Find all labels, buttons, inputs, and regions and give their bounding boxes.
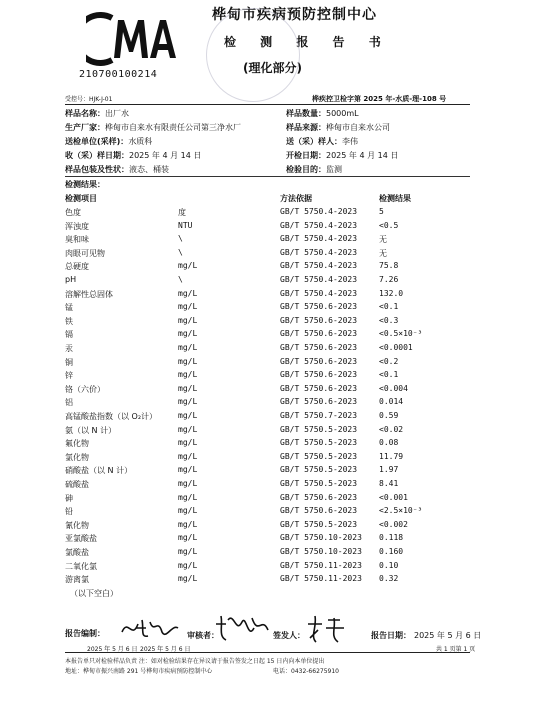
table-row: [65, 221, 470, 235]
row-result: 无: [379, 235, 387, 245]
row-method: GB/T 5750.6-2023: [280, 343, 358, 352]
footer-address: 地址：桦甸市振兴南路 291 号桦甸市疾病预防控制中心: [65, 668, 213, 675]
author-label: 报告编制：: [65, 629, 105, 638]
row-result: <0.002: [379, 519, 408, 529]
test-date: 2025 年 4 月 14 日: [326, 151, 399, 160]
row-result: 1.97: [379, 465, 399, 475]
reviewer-date: 2025 年 5 月 6 日: [140, 646, 191, 653]
row-result: 0.014: [379, 397, 404, 407]
row-result: 0.08: [379, 438, 399, 448]
table-row: [65, 561, 470, 575]
row-unit: mg/L: [178, 574, 198, 584]
row-unit: mg/L: [178, 261, 198, 271]
row-item: 亚氯酸盐: [65, 534, 97, 544]
source-label: 样品来源：: [286, 123, 326, 132]
row-item: 锌: [65, 371, 73, 381]
sample-name: 出厂水: [105, 109, 129, 118]
reviewer-signature: [212, 610, 272, 644]
row-result: 0.59: [379, 411, 399, 420]
row-result: 75.8: [379, 261, 399, 271]
purpose: 监测: [326, 165, 342, 174]
row-item: 氰化物: [65, 520, 89, 530]
table-row: [65, 411, 470, 425]
row-item: 铬（六价）: [65, 384, 105, 394]
row-result: 0.10: [379, 560, 399, 570]
row-unit: mg/L: [178, 519, 198, 529]
report-title: 检 测 报 告 书: [224, 35, 391, 49]
row-item: 氯酸盐: [65, 548, 89, 557]
row-item: 汞: [65, 344, 73, 353]
row-item: 铅: [65, 507, 73, 517]
row-result: 0.160: [379, 547, 404, 556]
results-title: 检测结果：: [65, 180, 105, 189]
header-item: 检测项目: [65, 194, 97, 203]
row-unit: \: [178, 247, 183, 257]
row-unit: mg/L: [178, 438, 198, 448]
row-item: 锰: [65, 303, 73, 313]
row-item: 游离氯: [65, 575, 89, 585]
row-result: <0.2: [379, 356, 399, 366]
row-unit: mg/L: [178, 492, 198, 502]
row-result: 132.0: [379, 288, 404, 298]
row-unit: mg/L: [178, 533, 198, 543]
form-code: 受控号：HJK-J-01: [65, 96, 113, 103]
table-row: [65, 234, 470, 248]
purpose-label: 检验目的：: [286, 165, 326, 174]
row-unit: \: [178, 234, 183, 244]
row-result: 0.118: [379, 533, 404, 543]
row-result: 无: [379, 248, 387, 258]
row-unit: mg/L: [178, 315, 198, 325]
row-unit: mg/L: [178, 383, 198, 393]
submit-unit: 水质科: [128, 137, 153, 146]
page-info: 共 1 页第 1 页: [436, 646, 476, 653]
row-method: GB/T 5750.6-2023: [280, 315, 358, 325]
row-item: 镉: [65, 330, 73, 340]
table-row: [65, 275, 470, 289]
submit-unit-label: 送检单位(采样)：: [65, 137, 129, 146]
row-item: 肉眼可见物: [65, 248, 105, 258]
row-method: GB/T 5750.4-2023: [280, 234, 358, 244]
row-item: 铝: [65, 398, 73, 408]
receive-date: 2025 年 4 月 14 日: [129, 151, 202, 160]
table-row: [65, 533, 470, 547]
row-item: 色度: [65, 208, 81, 217]
row-unit: mg/L: [178, 424, 198, 434]
row-result: <0.02: [379, 424, 404, 434]
producer-label: 生产厂家：: [65, 123, 105, 132]
row-unit: mg/L: [178, 343, 198, 352]
table-row: [65, 384, 470, 398]
header-method: 方法依据: [280, 194, 312, 203]
sample-qty: 5000mL: [326, 109, 359, 118]
table-row: [65, 452, 470, 466]
table-row: [65, 397, 470, 411]
results-header-row: [65, 193, 470, 207]
row-item: 高锰酸盐指数（以 O₂计）: [65, 412, 158, 421]
row-method: GB/T 5750.5-2023: [280, 479, 358, 488]
author-date: 2025 年 5 月 6 日: [87, 646, 138, 653]
table-row: [65, 520, 470, 534]
row-method: GB/T 5750.10-2023: [280, 533, 362, 543]
row-item: 氟化物: [65, 439, 89, 449]
table-row: [65, 316, 470, 330]
issuer-signature: [304, 614, 350, 644]
row-unit: mg/L: [178, 302, 198, 312]
report-date: 2025 年 5 月 6 日: [414, 631, 482, 640]
row-item: 氨（以 N 计）: [65, 425, 117, 435]
row-result: <2.5×10⁻³: [379, 506, 423, 516]
footer-note: 本报告单只对检验样品负责 注：如对检验结果存在异议请于报告签发之日起 15 日内向本单位提出: [65, 658, 325, 665]
submitter: 李伟: [342, 137, 358, 146]
row-item: 硝酸盐（以 N 计）: [65, 466, 133, 476]
row-item: 砷: [65, 493, 73, 503]
table-row: [65, 343, 470, 357]
row-method: GB/T 5750.11-2023: [280, 560, 362, 570]
row-item: 二氧化氯: [65, 561, 97, 571]
row-result: 0.32: [379, 574, 399, 584]
row-result: <0.004: [379, 383, 408, 393]
row-method: GB/T 5750.6-2023: [280, 329, 358, 339]
table-row: [65, 302, 470, 316]
row-method: GB/T 5750.4-2023: [280, 247, 358, 257]
table-row: [65, 493, 470, 507]
table-row: [65, 329, 470, 343]
source: 桦甸市自来水公司: [326, 123, 390, 132]
row-item: 铁: [65, 316, 73, 326]
row-unit: mg/L: [178, 451, 198, 461]
table-row: [65, 248, 470, 262]
end-note: （以下空白）: [70, 588, 118, 598]
row-result: <0.0001: [379, 343, 413, 352]
table-row: [65, 261, 470, 275]
table-row: [65, 207, 470, 221]
row-unit: mg/L: [178, 506, 198, 516]
row-method: GB/T 5750.11-2023: [280, 574, 362, 584]
package: 液态、桶装: [129, 165, 169, 174]
row-result: <0.3: [379, 315, 399, 325]
table-row: [65, 479, 470, 493]
row-unit: mg/L: [178, 560, 198, 570]
report-number: 桦疾控卫检字第 2025 年-水质-理-108 号: [312, 95, 447, 103]
row-unit: \: [178, 275, 183, 284]
reviewer-label: 审核者：: [187, 631, 219, 640]
table-row: [65, 357, 470, 371]
row-method: GB/T 5750.6-2023: [280, 383, 358, 393]
row-method: GB/T 5750.6-2023: [280, 506, 358, 516]
row-item: 氯化物: [65, 452, 89, 462]
row-item: 硫酸盐: [65, 480, 89, 489]
row-unit: 度: [178, 208, 186, 217]
row-result: 8.41: [379, 479, 399, 488]
row-method: GB/T 5750.6-2023: [280, 302, 358, 312]
table-row: [65, 465, 470, 479]
cert-number: 210700100214: [79, 69, 158, 80]
package-label: 样品包装及性状：: [65, 165, 129, 174]
row-unit: mg/L: [178, 479, 198, 488]
row-unit: mg/L: [178, 356, 198, 366]
cma-logo: [86, 12, 176, 66]
row-method: GB/T 5750.7-2023: [280, 411, 358, 420]
row-method: GB/T 5750.4-2023: [280, 288, 358, 298]
row-result: <0.5: [379, 220, 399, 230]
table-row: [65, 438, 470, 452]
row-method: GB/T 5750.5-2023: [280, 451, 358, 461]
row-item: 铜: [65, 357, 73, 367]
row-result: 7.26: [379, 275, 399, 284]
row-result: <0.1: [379, 370, 399, 380]
row-result: <0.1: [379, 302, 399, 312]
row-method: GB/T 5750.6-2023: [280, 492, 358, 502]
row-method: GB/T 5750.5-2023: [280, 465, 358, 475]
sample-qty-label: 样品数量：: [286, 109, 326, 118]
test-date-label: 开检日期：: [286, 151, 326, 160]
row-item: 总硬度: [65, 262, 89, 272]
row-unit: mg/L: [178, 329, 198, 339]
row-unit: NTU: [178, 220, 193, 230]
table-row: [65, 289, 470, 303]
row-method: GB/T 5750.6-2023: [280, 356, 358, 366]
row-method: GB/T 5750.10-2023: [280, 547, 362, 556]
row-item: pH: [65, 275, 77, 284]
row-unit: mg/L: [178, 288, 198, 298]
official-stamp: [206, 8, 300, 102]
row-result: <0.5×10⁻³: [379, 329, 423, 339]
org-name: 桦甸市疾病预防控制中心: [212, 7, 377, 23]
row-method: GB/T 5750.5-2023: [280, 519, 358, 529]
table-row: [65, 506, 470, 520]
row-method: GB/T 5750.4-2023: [280, 275, 358, 284]
row-unit: mg/L: [178, 411, 198, 420]
row-result: <0.001: [379, 492, 408, 502]
row-method: GB/T 5750.4-2023: [280, 220, 358, 230]
row-unit: mg/L: [178, 547, 198, 556]
row-unit: mg/L: [178, 370, 198, 380]
table-row: [65, 425, 470, 439]
author-signature: [118, 614, 182, 644]
table-row: [65, 370, 470, 384]
header-result: 检测结果: [379, 194, 411, 203]
row-item: 浑浊度: [65, 221, 89, 231]
row-method: GB/T 5750.4-2023: [280, 207, 358, 216]
row-item: 臭和味: [65, 235, 89, 245]
report-subtitle: (理化部分): [243, 61, 302, 75]
row-result: 11.79: [379, 451, 404, 461]
receive-date-label: 收（采）样日期：: [65, 151, 129, 160]
producer: 桦甸市自来水有限责任公司第三净水厂: [105, 123, 241, 132]
row-method: GB/T 5750.6-2023: [280, 370, 358, 380]
table-row: [65, 547, 470, 561]
submitter-label: 送（采）样人：: [286, 137, 342, 146]
issuer-label: 签发人：: [273, 631, 305, 640]
row-method: GB/T 5750.5-2023: [280, 424, 358, 434]
row-method: GB/T 5750.5-2023: [280, 438, 358, 448]
row-method: GB/T 5750.6-2023: [280, 397, 358, 407]
row-method: GB/T 5750.4-2023: [280, 261, 358, 271]
sample-name-label: 样品名称：: [65, 109, 105, 118]
row-result: 5: [379, 207, 384, 216]
footer-phone: 电话：0432-66275910: [273, 668, 339, 675]
row-item: 溶解性总固体: [65, 289, 113, 299]
report-date-label: 报告日期：: [371, 631, 411, 640]
table-row: [65, 574, 470, 588]
row-unit: mg/L: [178, 465, 198, 475]
row-unit: mg/L: [178, 397, 198, 407]
